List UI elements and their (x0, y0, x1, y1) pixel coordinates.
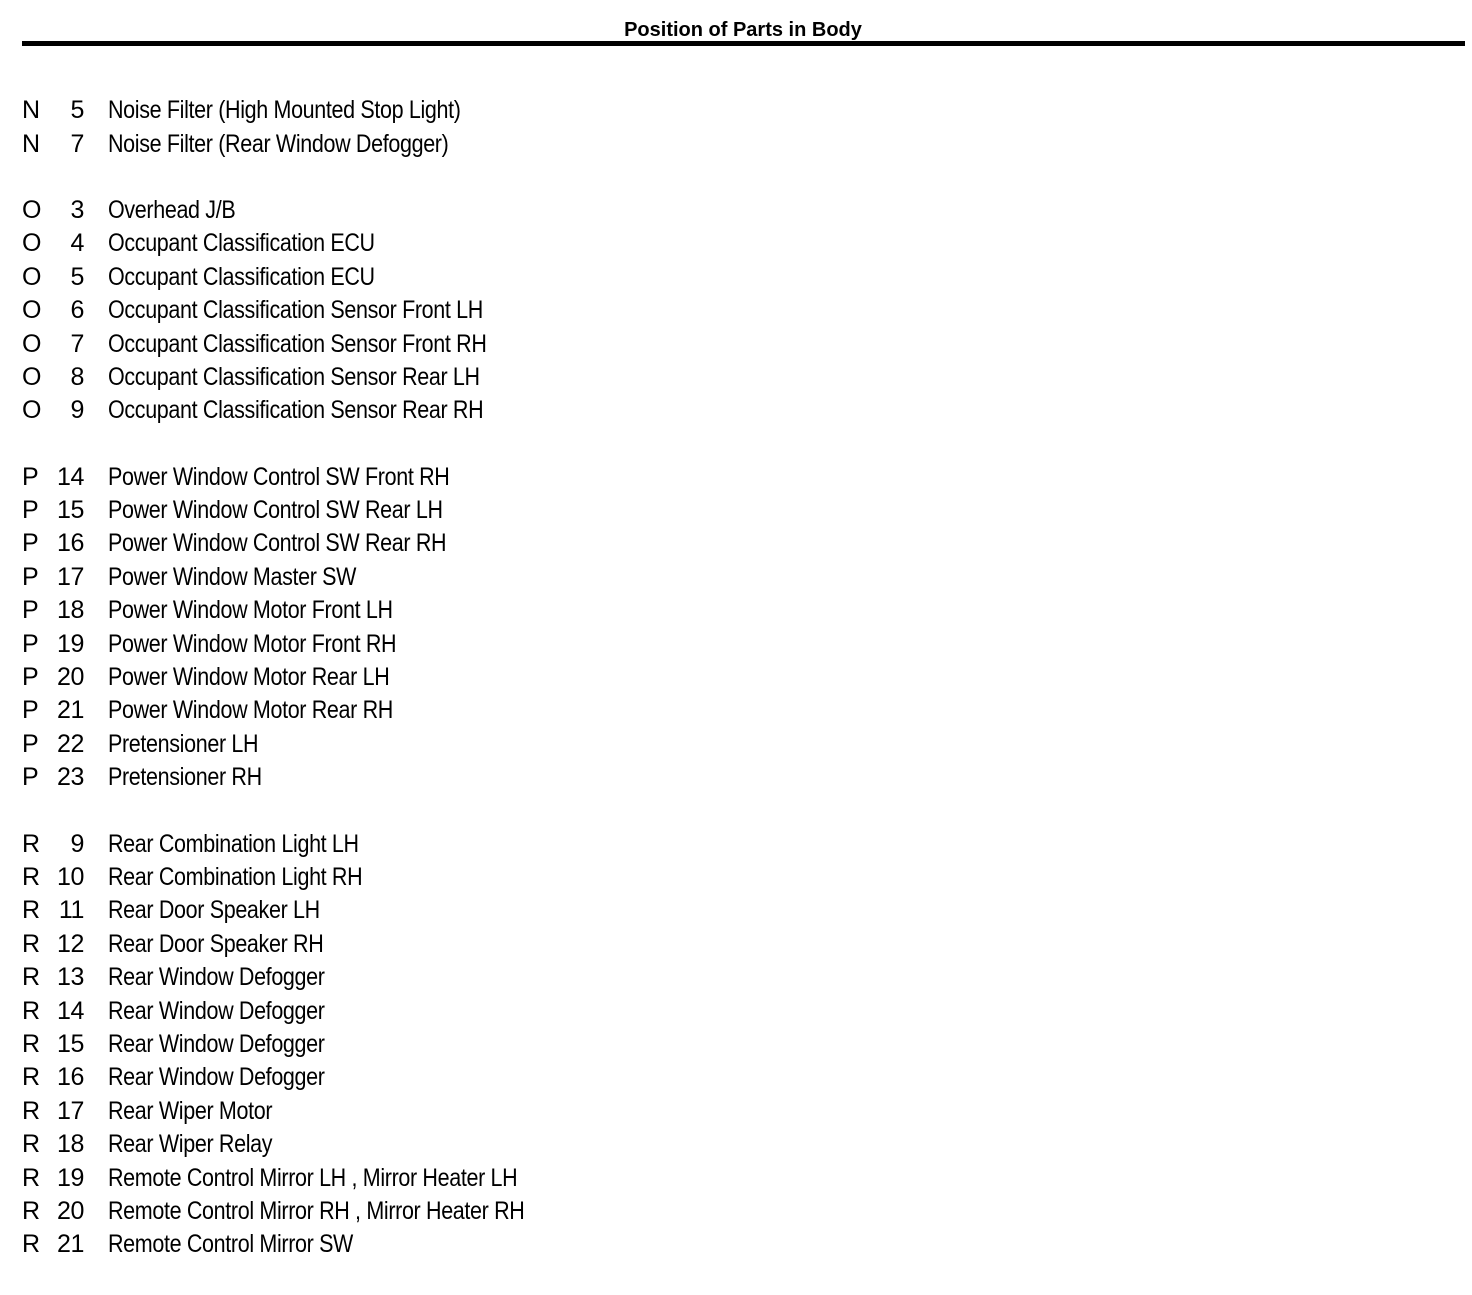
part-code: P (22, 529, 39, 558)
part-number: 14 (56, 462, 84, 491)
part-code: P (22, 729, 39, 758)
part-row (22, 294, 1222, 327)
part-name: Rear Combination Light RH (108, 863, 363, 891)
part-code: P (22, 596, 39, 625)
part-row (22, 94, 1222, 127)
part-row (22, 661, 1222, 694)
part-number: 15 (56, 1029, 84, 1058)
part-number: 6 (70, 296, 84, 325)
part-row (22, 928, 1222, 961)
part-code: R (22, 996, 40, 1025)
part-name: Occupant Classification Sensor Rear LH (108, 362, 480, 391)
part-code: R (22, 963, 40, 992)
part-number: 18 (56, 1130, 84, 1159)
part-code: P (22, 629, 39, 658)
part-name: Pretensioner LH (108, 729, 259, 758)
part-code: R (22, 829, 40, 858)
part-name: Noise Filter (Rear Window Defogger) (108, 129, 449, 158)
part-row (22, 561, 1222, 594)
part-number: 9 (70, 829, 84, 858)
part-row (22, 1028, 1222, 1061)
part-row (22, 527, 1222, 560)
part-row (22, 127, 1222, 160)
part-name: Occupant Classification ECU (108, 229, 375, 258)
part-code: R (22, 1096, 40, 1125)
part-row (22, 594, 1222, 627)
part-number: 11 (58, 896, 84, 925)
part-row (22, 1095, 1222, 1128)
part-code: R (22, 929, 40, 958)
part-code: P (22, 562, 39, 591)
part-code: P (22, 663, 39, 692)
part-name: Power Window Motor Rear LH (108, 663, 390, 692)
part-row (22, 394, 1222, 427)
part-name: Power Window Motor Rear RH (108, 696, 393, 725)
part-name: Rear Combination Light LH (108, 829, 359, 858)
part-name: Power Window Control SW Rear RH (108, 529, 447, 558)
part-row (22, 827, 1222, 860)
part-code: R (22, 1130, 40, 1159)
parts-group-o (22, 194, 1222, 428)
part-number: 3 (70, 195, 84, 224)
part-name: Power Window Motor Front RH (108, 629, 397, 658)
part-code: N (22, 129, 40, 158)
part-code: O (22, 229, 42, 258)
part-name: Rear Window Defogger (108, 963, 325, 992)
part-number: 7 (70, 129, 84, 158)
part-code: O (22, 195, 42, 224)
part-code: R (22, 1063, 40, 1092)
part-code: P (22, 496, 39, 525)
part-code: R (22, 1029, 40, 1058)
part-code: O (22, 329, 42, 358)
part-name: Rear Window Defogger (108, 996, 325, 1025)
part-number: 19 (56, 629, 84, 658)
part-number: 18 (56, 596, 84, 625)
part-row (22, 894, 1222, 927)
part-code: R (22, 1230, 40, 1259)
part-name: Occupant Classification ECU (108, 262, 375, 291)
part-number: 10 (56, 863, 84, 891)
part-code: R (22, 863, 40, 891)
part-code: R (22, 896, 40, 925)
part-number: 14 (56, 996, 84, 1025)
parts-group-p (22, 461, 1222, 795)
part-code: R (22, 1163, 40, 1192)
part-number: 12 (56, 929, 84, 958)
part-code: O (22, 262, 42, 291)
part-row (22, 361, 1222, 394)
part-name: Remote Control Mirror LH , Mirror Heater LH (108, 1163, 518, 1192)
part-code: P (22, 763, 39, 792)
part-row (22, 227, 1222, 260)
part-name: Power Window Control SW Front RH (108, 462, 450, 491)
part-code: R (22, 1196, 40, 1225)
part-number: 16 (56, 529, 84, 558)
part-number: 5 (70, 96, 84, 125)
part-name: Occupant Classification Sensor Front LH (108, 296, 483, 325)
part-row (22, 261, 1222, 294)
part-name: Rear Wiper Relay (108, 1130, 273, 1159)
part-number: 23 (56, 763, 84, 792)
part-number: 20 (56, 663, 84, 692)
part-code: O (22, 296, 42, 325)
part-number: 21 (56, 1230, 84, 1259)
part-number: 13 (56, 963, 84, 992)
part-code: O (22, 396, 42, 425)
part-row (22, 1161, 1222, 1194)
part-number: 15 (56, 496, 84, 525)
part-number: 19 (56, 1163, 84, 1192)
part-number: 22 (56, 729, 84, 758)
part-row (22, 961, 1222, 994)
part-name: Power Window Motor Front LH (108, 596, 393, 625)
part-number: 4 (70, 229, 84, 258)
title-rule (22, 41, 1465, 46)
part-row (22, 1061, 1222, 1094)
part-row (22, 1128, 1222, 1161)
part-row (22, 327, 1222, 360)
part-code: N (22, 96, 40, 125)
part-name: Power Window Control SW Rear LH (108, 496, 443, 525)
part-number: 21 (56, 696, 84, 725)
parts-group-r (22, 827, 1222, 1261)
part-number: 5 (70, 262, 84, 291)
part-row (22, 1195, 1222, 1228)
part-number: 7 (70, 329, 84, 358)
part-row (22, 461, 1222, 494)
part-name: Rear Wiper Motor (108, 1096, 273, 1125)
part-number: 16 (56, 1063, 84, 1092)
part-name: Occupant Classification Sensor Front RH (108, 329, 487, 358)
part-name: Noise Filter (High Mounted Stop Light) (108, 96, 461, 125)
part-name: Rear Window Defogger (108, 1063, 325, 1092)
parts-group-n (22, 94, 1222, 161)
part-code: P (22, 462, 39, 491)
part-row (22, 861, 1222, 894)
part-name: Occupant Classification Sensor Rear RH (108, 396, 484, 425)
part-row (22, 728, 1222, 761)
part-code: P (22, 696, 39, 725)
part-row (22, 627, 1222, 660)
page-title: Position of Parts in Body (624, 19, 862, 41)
parts-list (22, 94, 1222, 1295)
part-row (22, 994, 1222, 1027)
part-number: 8 (70, 362, 84, 391)
part-name: Rear Door Speaker LH (108, 896, 320, 925)
part-row (22, 494, 1222, 527)
part-name: Rear Door Speaker RH (108, 929, 324, 958)
part-name: Pretensioner RH (108, 763, 262, 792)
part-name: Power Window Master SW (108, 562, 357, 591)
part-row (22, 194, 1222, 227)
part-number: 17 (56, 562, 84, 591)
part-number: 17 (56, 1096, 84, 1125)
part-number: 9 (70, 396, 84, 425)
part-code: O (22, 362, 42, 391)
part-name: Overhead J/B (108, 195, 236, 224)
part-name: Remote Control Mirror RH , Mirror Heater RH (108, 1196, 525, 1225)
part-row (22, 694, 1222, 727)
part-name: Rear Window Defogger (108, 1029, 325, 1058)
part-number: 20 (56, 1196, 84, 1225)
part-row (22, 761, 1222, 794)
part-name: Remote Control Mirror SW (108, 1230, 354, 1259)
part-row (22, 1228, 1222, 1261)
